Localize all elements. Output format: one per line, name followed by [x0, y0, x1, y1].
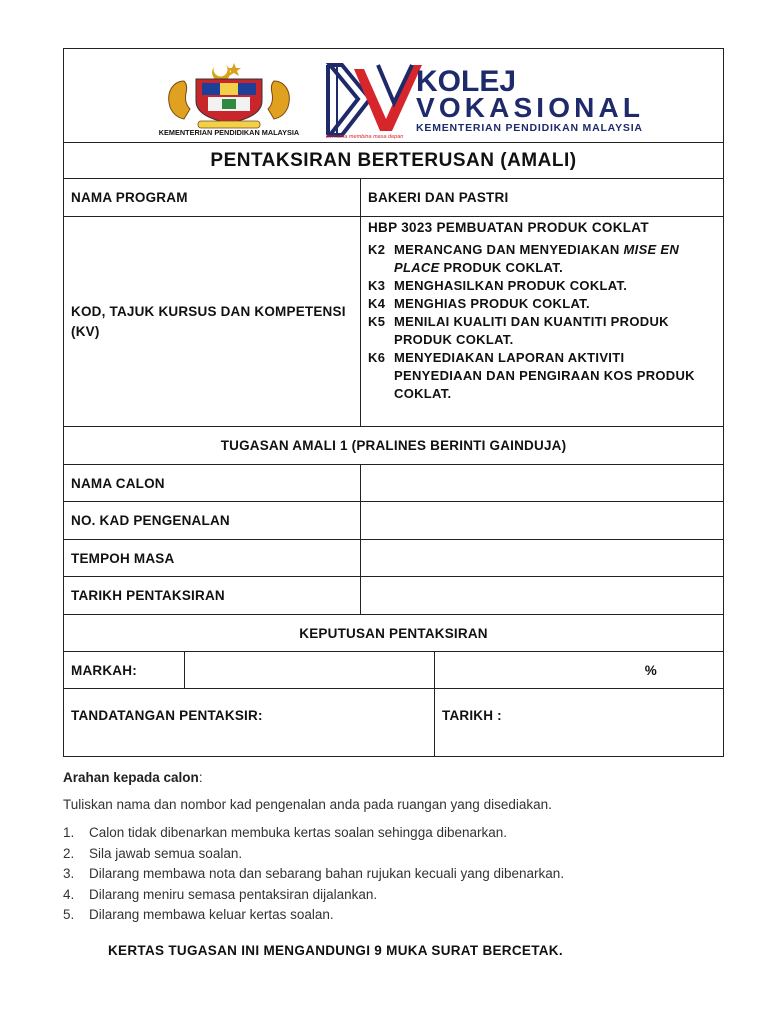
competency-code: K3: [368, 278, 386, 293]
malaysia-coat-of-arms-logo: [122, 57, 352, 137]
candidate-name-field[interactable]: [360, 465, 723, 501]
kv-line2: VOKASIONAL: [416, 92, 640, 123]
competency-code: K4: [368, 296, 386, 311]
list-number: 1.: [63, 825, 75, 840]
kv-line3: KEMENTERIAN PENDIDIKAN MALAYSIA: [416, 122, 642, 134]
title-row: [63, 143, 724, 179]
list-number: 5.: [63, 907, 75, 922]
candidate-name-label: NAMA CALON: [71, 475, 165, 491]
kv-tagline: bersama membina masa depan: [326, 134, 404, 139]
form-header: [63, 48, 724, 143]
crest-caption: KEMENTERIAN PENDIDIKAN MALAYSIA: [158, 128, 300, 137]
competency-text: MENYEDIAKAN LAPORAN AKTIVITI PENYEDIAAN DAN PENGIRAAN KOS PRODUK COKLAT.: [394, 350, 695, 401]
instructions-heading: [63, 770, 203, 785]
decision-row: [63, 615, 724, 652]
duration-label: TEMPOH MASA: [71, 550, 175, 566]
assessment-date-label: TARIKH PENTAKSIRAN: [71, 588, 225, 603]
list-item: [63, 905, 564, 926]
competency-item: [368, 295, 716, 313]
signature-row: [63, 689, 724, 757]
page-count-note: KERTAS TUGASAN INI MENGANDUNGI 9 MUKA SURAT BERCETAK.: [108, 943, 563, 958]
competency-text: MENILAI KUALITI DAN KUANTITI PRODUK PRODUK COKLAT.: [394, 314, 669, 347]
list-item: [63, 844, 564, 865]
course-code-title: HBP 3023 PEMBUATAN PRODUK COKLAT: [368, 220, 649, 235]
competency-code: K6: [368, 350, 386, 365]
instructions-intro: Tuliskan nama dan nombor kad pengenalan anda pada ruangan yang disediakan.: [63, 797, 552, 812]
field-row: [63, 577, 724, 615]
list-number: 2.: [63, 845, 75, 861]
program-value: BAKERI DAN PASTRI: [360, 179, 723, 216]
kolej-vokasional-logo: [324, 61, 654, 139]
course-row: [63, 217, 724, 427]
program-label: NAMA PROGRAM: [71, 190, 188, 205]
signature-label: TANDATANGAN PENTAKSIR:: [71, 708, 263, 723]
list-number: 3.: [63, 866, 75, 881]
field-row: [63, 465, 724, 502]
list-number: 4.: [63, 886, 75, 902]
task-row: [63, 427, 724, 465]
list-item: [63, 864, 564, 885]
competency-text: MERANCANG DAN MENYEDIAKAN MISE EN PLACE PRODUK COKLAT.: [394, 242, 680, 275]
list-item: [63, 885, 564, 906]
date-label: TARIKH :: [434, 689, 723, 756]
competency-list: [361, 235, 723, 403]
marks-field[interactable]: [184, 652, 434, 688]
decision-heading: KEPUTUSAN PENTAKSIRAN: [299, 625, 488, 641]
list-text: Dilarang membawa nota dan sebarang bahan rujukan kecuali yang dibenarkan.: [89, 866, 565, 881]
competency-italic-term: MISE EN PLACE: [394, 242, 680, 275]
instructions-colon: :: [198, 770, 203, 785]
list-text: Calon tidak dibenarkan membuka kertas soalan sehingga dibenarkan.: [89, 825, 508, 840]
competency-text: MENGHIAS PRODUK COKLAT.: [394, 296, 590, 311]
duration-field[interactable]: [360, 540, 723, 576]
list-text: Sila jawab semua soalan.: [89, 845, 243, 861]
marks-label: MARKAH:: [71, 662, 137, 678]
task-title: TUGASAN AMALI 1 (PRALINES BERINTI GAINDUJA): [220, 438, 567, 453]
instructions-list: [63, 823, 564, 926]
ic-number-label: NO. KAD PENGENALAN: [71, 513, 230, 528]
instructions-title: Arahan kepada calon: [63, 770, 199, 785]
competency-text: MENGHASILKAN PRODUK COKLAT.: [394, 278, 628, 293]
assessment-date-field[interactable]: [360, 577, 723, 614]
field-row: [63, 502, 724, 540]
competency-item: [368, 349, 716, 403]
program-row: [63, 179, 724, 217]
competency-item: [368, 241, 716, 277]
kv-line1: KOLEJ: [416, 65, 517, 98]
competency-code: K5: [368, 314, 386, 329]
competency-code: K2: [368, 242, 386, 257]
course-label: KOD, TAJUK KURSUS DAN KOMPETENSI (KV): [71, 303, 346, 339]
list-text: Dilarang meniru semasa pentaksiran dijalankan.: [89, 886, 378, 902]
list-item: [63, 823, 564, 844]
ic-number-field[interactable]: [360, 502, 723, 539]
course-details: [360, 217, 723, 426]
competency-item: [368, 277, 716, 295]
field-row: [63, 540, 724, 577]
list-text: Dilarang membawa keluar kertas soalan.: [89, 907, 334, 922]
competency-item: [368, 313, 716, 349]
assessment-form: [63, 48, 724, 757]
form-title: PENTAKSIRAN BERTERUSAN (AMALI): [210, 149, 577, 171]
marks-row: [63, 652, 724, 689]
marks-percent: %: [434, 652, 723, 688]
